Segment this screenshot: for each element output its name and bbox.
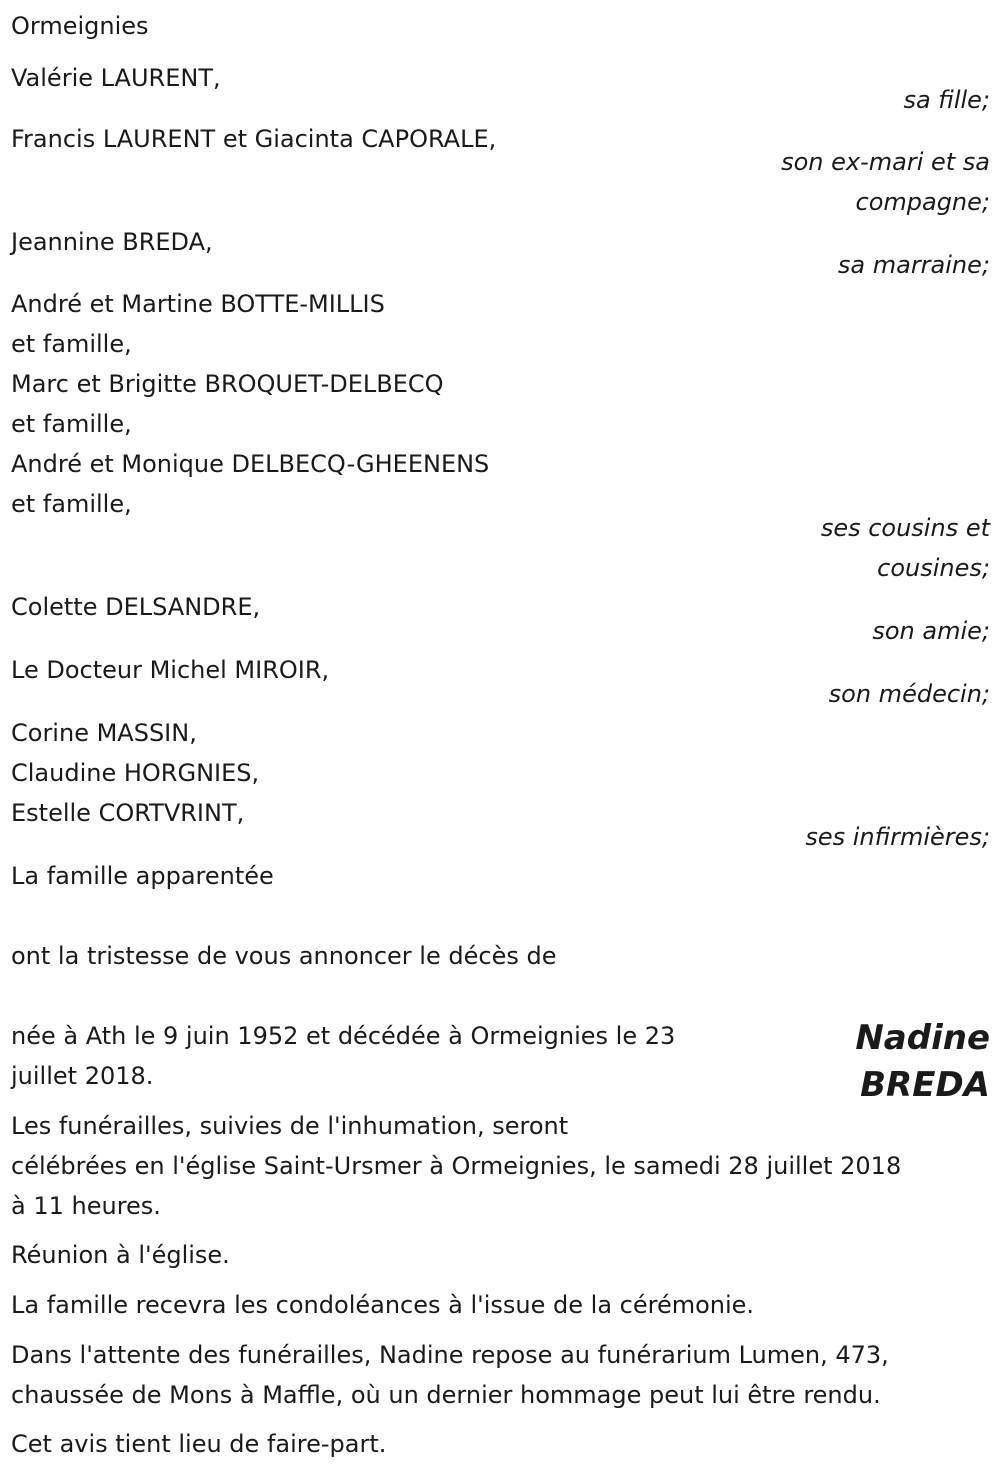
mourner-name: et famille, bbox=[11, 330, 132, 358]
meeting: Réunion à l'église. bbox=[11, 1241, 230, 1269]
deceased-last-name: BREDA bbox=[860, 1065, 990, 1105]
rest-line: chaussée de Mons à Maffle, où un dernier hommage peut lui être rendu. bbox=[11, 1381, 881, 1409]
birth-death-line: née à Ath le 9 juin 1952 et décédée à Ormeignies le 23 bbox=[11, 1022, 676, 1050]
mourner-name: Colette DELSANDRE, bbox=[11, 593, 261, 621]
mourner-relation: compagne; bbox=[855, 188, 990, 216]
mourner-name: La famille apparentée bbox=[11, 862, 274, 890]
mourner-relation: ses cousins et bbox=[820, 514, 990, 542]
mourner-name: Corine MASSIN, bbox=[11, 719, 197, 747]
mourner-name: Claudine HORGNIES, bbox=[11, 759, 260, 787]
announcement: ont la tristesse de vous annoncer le décès de bbox=[11, 942, 557, 970]
mourner-relation: son médecin; bbox=[828, 680, 990, 708]
mourner-name: André et Monique DELBECQ-GHEENENS bbox=[11, 450, 490, 478]
mourner-name: et famille, bbox=[11, 410, 132, 438]
mourner-name: Le Docteur Michel MIROIR, bbox=[11, 656, 330, 684]
mourner-name: Estelle CORTVRINT, bbox=[11, 799, 245, 827]
funeral-line: célébrées en l'église Saint-Ursmer à Ormeignies, le samedi 28 juillet 2018 bbox=[11, 1152, 902, 1180]
notice: Cet avis tient lieu de faire-part. bbox=[11, 1430, 387, 1458]
mourner-name: Jeannine BREDA, bbox=[11, 228, 213, 256]
mourner-name: André et Martine BOTTE-MILLIS bbox=[11, 290, 385, 318]
mourner-name: et famille, bbox=[11, 490, 132, 518]
deceased-first-name: Nadine bbox=[855, 1018, 990, 1058]
mourner-name: Valérie LAURENT, bbox=[11, 64, 221, 92]
mourner-relation: sa fille; bbox=[903, 86, 990, 114]
mourner-name: Marc et Brigitte BROQUET-DELBECQ bbox=[11, 370, 444, 398]
birth-death-line: juillet 2018. bbox=[11, 1062, 154, 1090]
mourner-relation: son amie; bbox=[872, 617, 990, 645]
condolences: La famille recevra les condoléances à l'issue de la cérémonie. bbox=[11, 1291, 755, 1319]
funeral-line: à 11 heures. bbox=[11, 1192, 161, 1220]
mourner-relation: sa marraine; bbox=[837, 251, 990, 279]
mourner-relation: cousines; bbox=[877, 554, 990, 582]
mourner-relation: ses infirmières; bbox=[805, 823, 990, 851]
mourner-relation: son ex-mari et sa bbox=[781, 148, 990, 176]
funeral-line: Les funérailles, suivies de l'inhumation, seront bbox=[11, 1112, 569, 1140]
town: Ormeignies bbox=[11, 12, 149, 40]
mourner-name: Francis LAURENT et Giacinta CAPORALE, bbox=[11, 125, 497, 153]
rest-line: Dans l'attente des funérailles, Nadine repose au funérarium Lumen, 473, bbox=[11, 1341, 889, 1369]
